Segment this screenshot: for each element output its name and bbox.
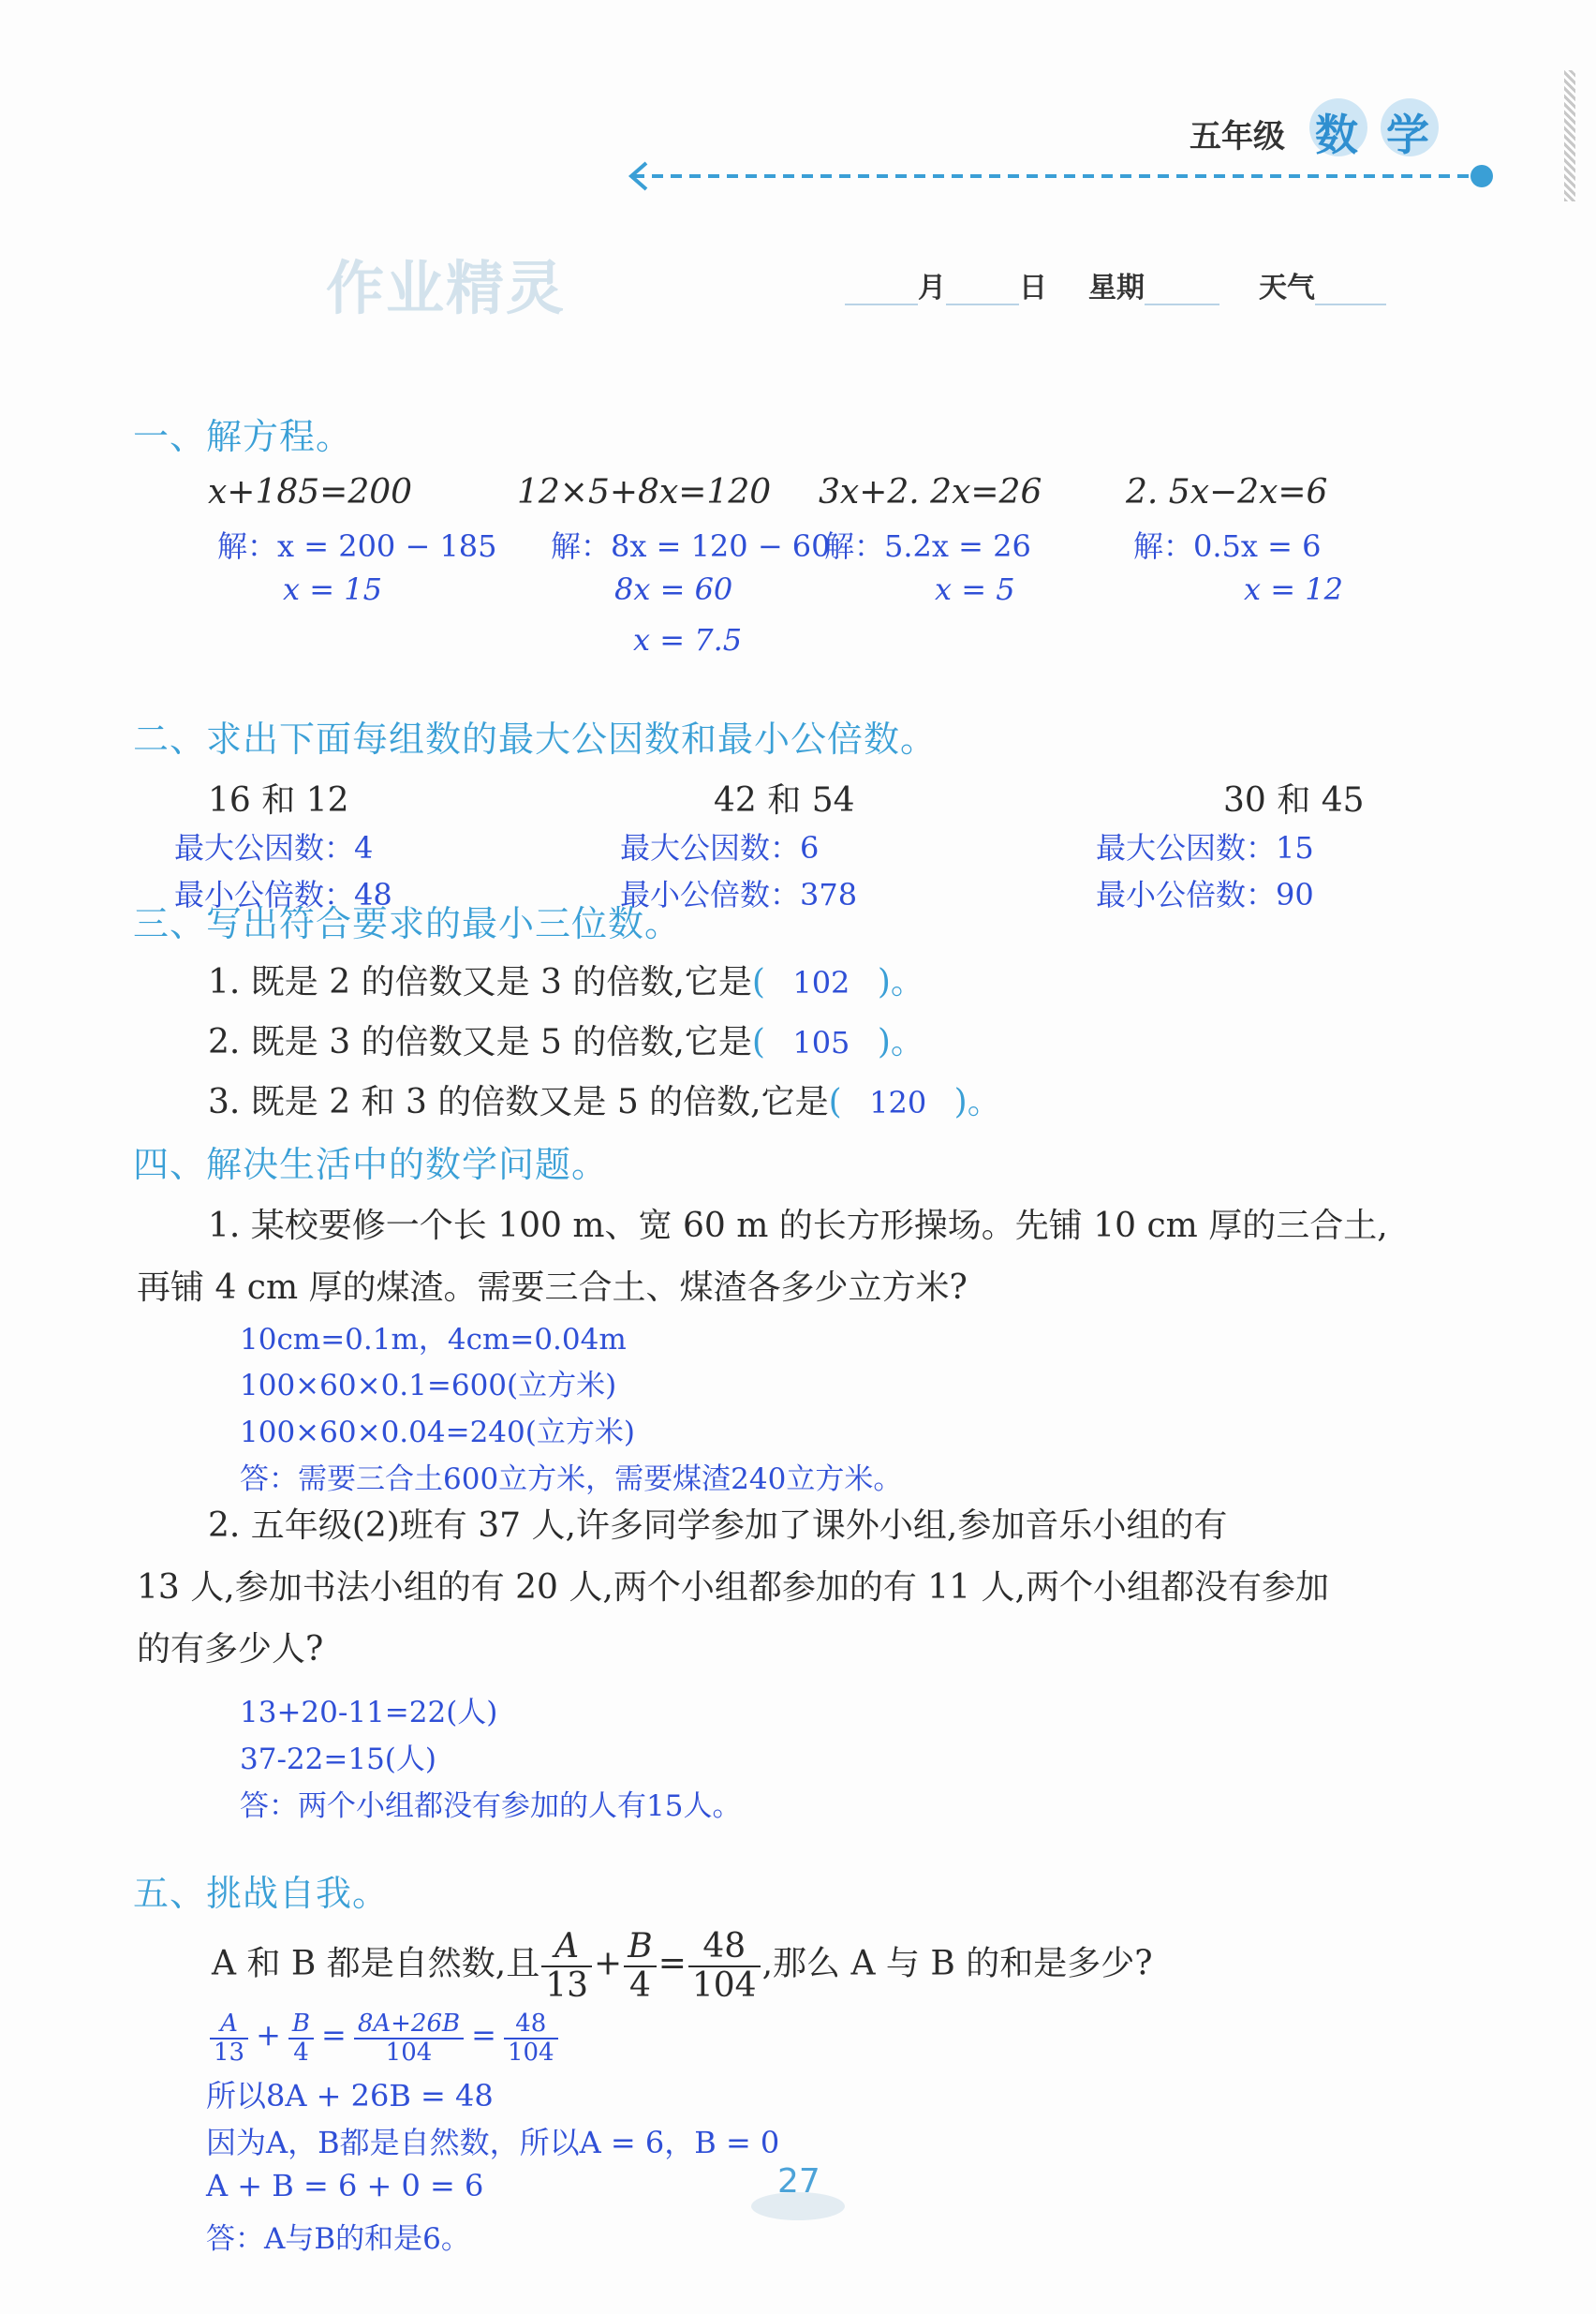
challenge-question — [212, 1928, 1153, 2004]
fraction-denominator: 104 — [691, 1965, 757, 2005]
solution-4-1-answer: 答：需要三合土600立方米，需要煤渣240立方米。 — [240, 1462, 903, 1496]
challenge-solution-line-2: 所以8A + 26B = 48 — [206, 2078, 494, 2114]
solution-4-1-line-2: 100×60×0.1=600(立方米) — [240, 1369, 617, 1402]
challenge-question-post: ,那么 A 与 B 的和是多少? — [761, 1944, 1153, 1983]
equals-sign: = — [321, 2016, 347, 2053]
challenge-question-pre: A 和 B 都是自然数,且 — [212, 1944, 540, 1983]
fraction-numerator: A — [210, 2010, 248, 2040]
solution-4-2-line-1: 13+20-11=22(人) — [240, 1696, 498, 1729]
answer-3-2[interactable]: 105 — [792, 1025, 850, 1061]
answer-3-line-1: 解：5.2x = 26 — [824, 528, 1031, 564]
answer-1-line-2: x = 15 — [283, 571, 382, 607]
question-3-1-text: 1. 既是 2 的倍数又是 3 的倍数,它是 — [208, 963, 752, 1001]
week-blank[interactable] — [1145, 270, 1219, 305]
fraction-denominator: 4 — [629, 1965, 651, 2005]
plus-sign: + — [256, 2016, 281, 2053]
question-3-3-text: 3. 既是 2 和 3 的倍数又是 5 的倍数,它是 — [208, 1083, 829, 1121]
equation-4: 2. 5x−2x=6 — [1126, 473, 1328, 512]
month-label: 月 — [918, 272, 946, 304]
fraction-48-104 — [688, 1928, 761, 2004]
section-4-title: 四、解决生活中的数学问题。 — [133, 1144, 609, 1185]
fraction-denominator: 13 — [214, 2038, 245, 2067]
fraction-denominator: 104 — [507, 2038, 554, 2067]
problem-4-2-line-2: 13 人,参加书法小组的有 20 人,两个小组都参加的有 11 人,两个小组都没有参加 — [137, 1568, 1329, 1607]
fraction-denominator: 4 — [293, 2038, 309, 2067]
solution-4-2-line-2: 37-22=15(人) — [240, 1743, 436, 1776]
day-label: 日 — [1019, 272, 1047, 304]
section-5-title: 五、挑战自我。 — [133, 1873, 390, 1914]
answer-2-line-3: x = 7.5 — [633, 622, 743, 658]
fraction-numerator: 48 — [688, 1928, 761, 1967]
group-3: 30 和 45 — [1223, 781, 1365, 820]
paren-close: )。 — [877, 963, 924, 1001]
solution-4-1-line-1: 10cm=0.1m，4cm=0.04m — [240, 1323, 627, 1357]
solution-fraction-48-104 — [504, 2010, 558, 2066]
paren-open: ( — [751, 963, 765, 1001]
equation-2: 12×5+8x=120 — [517, 473, 772, 512]
answer-2-line-1: 解：8x = 120 − 60 — [551, 528, 831, 564]
challenge-solution-answer: 答：A与B的和是6。 — [206, 2222, 470, 2256]
question-3-2 — [208, 1016, 924, 1063]
section-2-title: 二、求出下面每组数的最大公因数和最小公倍数。 — [133, 719, 938, 760]
answer-2-line-2: 8x = 60 — [614, 571, 733, 607]
question-3-2-text: 2. 既是 3 的倍数又是 5 的倍数,它是 — [208, 1023, 752, 1061]
fraction-b-4 — [624, 1928, 656, 2004]
fraction-denominator: 104 — [385, 2038, 433, 2067]
equals-sign: = — [471, 2016, 496, 2053]
date-line — [845, 264, 1386, 305]
weather-label: 天气 — [1259, 272, 1315, 304]
question-3-1 — [208, 956, 924, 1003]
fraction-denominator: 13 — [545, 1965, 589, 2005]
group-2-gcd: 最大公因数：6 — [620, 830, 820, 866]
answer-1-line-1: 解：x = 200 − 185 — [217, 528, 497, 564]
fraction-numerator: 8A+26B — [354, 2010, 464, 2040]
subject-char-1: 数 — [1315, 110, 1358, 160]
group-2-lcm: 最小公倍数：378 — [620, 877, 858, 912]
problem-4-1-line-2: 再铺 4 cm 厚的煤渣。需要三合土、煤渣各多少立方米? — [137, 1268, 968, 1307]
weather-blank[interactable] — [1315, 270, 1386, 305]
week-label: 星期 — [1088, 272, 1145, 304]
solution-fraction-b-4 — [288, 2010, 314, 2066]
challenge-solution-line-4: A + B = 6 + 0 = 6 — [206, 2168, 484, 2203]
watermark-logo: 作业精灵 — [326, 254, 567, 322]
answer-4-line-2: x = 12 — [1244, 571, 1343, 607]
fraction-numerator: B — [624, 1928, 656, 1967]
solution-fraction-combined — [354, 2010, 464, 2066]
solution-4-2-answer: 答：两个小组都没有参加的人有15人。 — [240, 1789, 742, 1823]
solution-fraction-a-13 — [210, 2010, 248, 2066]
fraction-a-13 — [541, 1928, 592, 2004]
group-3-gcd: 最大公因数：15 — [1096, 830, 1314, 866]
challenge-solution-line-1 — [208, 2010, 560, 2066]
group-1-lcm: 最小公倍数：48 — [174, 877, 392, 912]
paren-open: ( — [751, 1023, 765, 1061]
section-1-title: 一、解方程。 — [133, 416, 353, 457]
question-3-3 — [208, 1075, 1001, 1123]
header-arrow-line — [618, 157, 1499, 195]
solution-4-1-line-3: 100×60×0.04=240(立方米) — [240, 1416, 635, 1449]
fraction-numerator: B — [288, 2010, 314, 2040]
equals-sign: = — [658, 1944, 687, 1983]
day-blank[interactable] — [946, 270, 1019, 305]
plus-sign: + — [594, 1944, 623, 1983]
problem-4-2-line-1: 2. 五年级(2)班有 37 人,许多同学参加了课外小组,参加音乐小组的有 — [208, 1506, 1228, 1545]
group-1: 16 和 12 — [208, 781, 349, 820]
group-2: 42 和 54 — [714, 781, 855, 820]
problem-4-1-line-1: 1. 某校要修一个长 100 m、宽 60 m 的长方形操场。先铺 10 cm 厚的三合土, — [208, 1207, 1388, 1245]
answer-4-line-1: 解：0.5x = 6 — [1133, 528, 1322, 564]
equation-3: 3x+2. 2x=26 — [819, 473, 1042, 512]
month-blank[interactable] — [845, 270, 918, 305]
answer-3-line-2: x = 5 — [935, 571, 1015, 607]
group-3-lcm: 最小公倍数：90 — [1096, 877, 1314, 912]
answer-3-1[interactable]: 102 — [792, 965, 850, 1001]
group-1-gcd: 最大公因数：4 — [174, 830, 374, 866]
challenge-solution-line-3: 因为A，B都是自然数，所以A = 6，B = 0 — [206, 2125, 780, 2160]
subject-char-2: 学 — [1386, 110, 1429, 160]
section-3-title: 三、写出符合要求的最小三位数。 — [133, 903, 682, 944]
problem-4-2-line-3: 的有多少人? — [137, 1630, 324, 1669]
fraction-numerator: A — [541, 1928, 592, 1967]
equation-1: x+185=200 — [208, 473, 413, 512]
edge-stripe — [1564, 70, 1575, 201]
page-number: 27 — [777, 2162, 820, 2201]
answer-3-3[interactable]: 120 — [869, 1085, 927, 1120]
paren-close: )。 — [953, 1083, 1001, 1121]
fraction-numerator: 48 — [504, 2010, 558, 2040]
paren-open: ( — [828, 1083, 842, 1121]
grade-label: 五年级 — [1190, 118, 1285, 156]
paren-close: )。 — [877, 1023, 924, 1061]
